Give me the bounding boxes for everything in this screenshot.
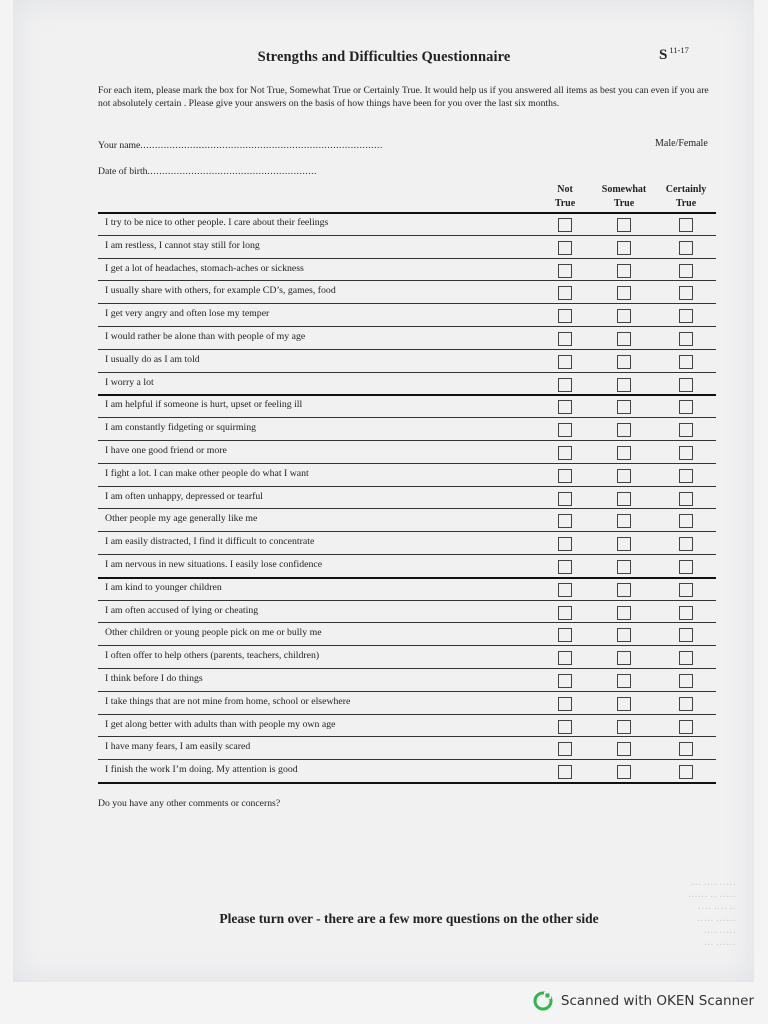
checkbox-not-true[interactable] xyxy=(558,628,572,642)
item-text: I have one good friend or more xyxy=(105,445,227,456)
item-text: I get very angry and often lose my temper xyxy=(105,308,270,320)
checkbox-not-true[interactable] xyxy=(558,720,572,734)
questionnaire-item-row xyxy=(98,578,716,601)
checkbox-somewhat-true[interactable] xyxy=(617,332,631,346)
item-text: I am kind to younger children xyxy=(105,581,222,593)
checkbox-somewhat-true[interactable] xyxy=(617,286,631,300)
checkbox-somewhat-true[interactable] xyxy=(617,514,631,528)
item-text: Other children or young people pick on me or bully me xyxy=(105,627,322,639)
item-text: I usually do as I am told xyxy=(105,353,200,365)
checkbox-not-true[interactable] xyxy=(558,697,572,711)
checkbox-not-true[interactable] xyxy=(558,742,572,756)
checkbox-certainly-true[interactable] xyxy=(679,742,693,756)
checkbox-not-true[interactable] xyxy=(558,765,572,779)
checkbox-somewhat-true[interactable] xyxy=(617,423,631,437)
column-header-2: Certainly True xyxy=(665,184,707,209)
date-of-birth-field[interactable] xyxy=(98,166,317,177)
questionnaire-item-row xyxy=(98,327,716,350)
item-text: I usually share with others, for example CD’s, games, food xyxy=(105,285,336,297)
questionnaire-item-row xyxy=(98,464,716,487)
checkbox-not-true[interactable] xyxy=(558,309,572,323)
checkbox-certainly-true[interactable] xyxy=(679,378,693,392)
checkbox-somewhat-true[interactable] xyxy=(617,742,631,756)
checkbox-not-true[interactable] xyxy=(558,218,572,232)
checkbox-certainly-true[interactable] xyxy=(679,218,693,232)
item-text: I think before I do things xyxy=(105,673,203,684)
item-text: I get a lot of headaches, stomach-aches or sickness xyxy=(105,262,304,274)
checkbox-not-true[interactable] xyxy=(558,332,572,346)
checkbox-somewhat-true[interactable] xyxy=(617,560,631,574)
item-text: I have many fears, I am easily scared xyxy=(105,741,251,753)
item-text: I worry a lot xyxy=(105,376,154,388)
checkbox-not-true[interactable] xyxy=(558,514,572,528)
checkbox-not-true[interactable] xyxy=(558,241,572,255)
questionnaire-item-row xyxy=(98,646,716,669)
oken-scanner-logo-icon xyxy=(533,991,553,1011)
questionnaire-item-row xyxy=(98,395,716,418)
questionnaire-item-row xyxy=(98,441,716,464)
checkbox-certainly-true[interactable] xyxy=(679,560,693,574)
checkbox-certainly-true[interactable] xyxy=(679,651,693,665)
turn-over-note: Please turn over - there are a few more questions on the other side xyxy=(219,911,599,926)
section-divider xyxy=(98,782,716,784)
checkbox-somewhat-true[interactable] xyxy=(617,469,631,483)
checkbox-somewhat-true[interactable] xyxy=(617,264,631,278)
bleed-through-text: ····· ···· ··· ····· ·· ······ ·· ···· ···· ······ ····· ····· ···· ······ ··· xyxy=(687,880,736,951)
checkbox-somewhat-true[interactable] xyxy=(617,651,631,665)
checkbox-certainly-true[interactable] xyxy=(679,697,693,711)
comments-question: Do you have any other comments or concerns? xyxy=(98,798,281,809)
checkbox-not-true[interactable] xyxy=(558,537,572,551)
checkbox-certainly-true[interactable] xyxy=(679,583,693,597)
checkbox-somewhat-true[interactable] xyxy=(617,241,631,255)
item-text: I finish the work I’m doing. My attention is good xyxy=(105,764,298,776)
questionnaire-item-row xyxy=(98,509,716,532)
questionnaire-item-row xyxy=(98,601,716,624)
item-text: Other people my age generally like me xyxy=(105,513,258,525)
item-text: I fight a lot. I can make other people do what I want xyxy=(105,467,309,479)
checkbox-certainly-true[interactable] xyxy=(679,241,693,255)
questionnaire-item-row xyxy=(98,213,716,236)
questionnaire-item-row xyxy=(98,555,716,578)
checkbox-somewhat-true[interactable] xyxy=(617,765,631,779)
questionnaire-item-row xyxy=(98,669,716,692)
scanner-text: Scanned with OKEN Scanner xyxy=(560,993,754,1009)
checkbox-certainly-true[interactable] xyxy=(679,674,693,688)
checkbox-certainly-true[interactable] xyxy=(679,537,693,551)
checkbox-certainly-true[interactable] xyxy=(679,514,693,528)
instructions: For each item, please mark the box for Not True, Somewhat True or Certainly True. It would help us if you answered all items as best you can even if you are not absolutely certain . Please give your answers on the basis of how things have been for you over the last six months. xyxy=(98,85,709,109)
checkbox-somewhat-true[interactable] xyxy=(617,446,631,460)
checkbox-somewhat-true[interactable] xyxy=(617,697,631,711)
item-text: I am easily distracted, I find it difficult to concentrate xyxy=(105,536,315,548)
checkbox-certainly-true[interactable] xyxy=(679,720,693,734)
checkbox-somewhat-true[interactable] xyxy=(617,218,631,232)
checkbox-not-true[interactable] xyxy=(558,560,572,574)
checkbox-certainly-true[interactable] xyxy=(679,628,693,642)
checkbox-not-true[interactable] xyxy=(558,378,572,392)
checkbox-not-true[interactable] xyxy=(558,400,572,414)
checkbox-not-true[interactable] xyxy=(558,492,572,506)
name-entry-line[interactable]: ................................................................................... xyxy=(140,140,383,151)
form-code-letter: S xyxy=(659,47,668,63)
checkbox-somewhat-true[interactable] xyxy=(617,378,631,392)
item-text: I am helpful if someone is hurt, upset or feeling ill xyxy=(105,399,303,411)
questionnaire-item-row xyxy=(98,259,716,282)
item-text: I am restless, I cannot stay still for long xyxy=(105,239,260,251)
checkbox-certainly-true[interactable] xyxy=(679,492,693,506)
checkbox-not-true[interactable] xyxy=(558,446,572,460)
checkbox-certainly-true[interactable] xyxy=(679,423,693,437)
item-text: I am constantly fidgeting or squirming xyxy=(105,422,257,434)
checkbox-somewhat-true[interactable] xyxy=(617,537,631,551)
checkbox-certainly-true[interactable] xyxy=(679,606,693,620)
checkbox-certainly-true[interactable] xyxy=(679,332,693,346)
form-code xyxy=(659,45,689,64)
questionnaire-item-row xyxy=(98,715,716,738)
column-header-0: Not True xyxy=(554,184,576,209)
questionnaire-item-row xyxy=(98,532,716,555)
checkbox-certainly-true[interactable] xyxy=(679,355,693,369)
item-text: I would rather be alone than with people of my age xyxy=(105,331,306,342)
gender-option[interactable]: Male/Female xyxy=(655,138,708,149)
questionnaire-item-row xyxy=(98,304,716,327)
checkbox-certainly-true[interactable] xyxy=(679,400,693,414)
form-code-age-range: 11-17 xyxy=(669,45,689,55)
checkbox-not-true[interactable] xyxy=(558,286,572,300)
item-text: I take things that are not mine from home, school or elsewhere xyxy=(105,695,351,707)
checkbox-not-true[interactable] xyxy=(558,355,572,369)
checkbox-not-true[interactable] xyxy=(558,469,572,483)
checkbox-somewhat-true[interactable] xyxy=(617,355,631,369)
checkbox-somewhat-true[interactable] xyxy=(617,583,631,597)
questionnaire-item-row xyxy=(98,236,716,259)
checkbox-not-true[interactable] xyxy=(558,606,572,620)
item-text: I try to be nice to other people. I care about their feelings xyxy=(105,217,329,228)
questionnaire-item-row xyxy=(98,692,716,715)
questionnaire-item-row xyxy=(98,350,716,373)
questionnaire-item-row xyxy=(98,760,716,783)
checkbox-not-true[interactable] xyxy=(558,674,572,688)
checkbox-somewhat-true[interactable] xyxy=(617,628,631,642)
checkbox-somewhat-true[interactable] xyxy=(617,606,631,620)
checkbox-certainly-true[interactable] xyxy=(679,765,693,779)
questionnaire-item-row xyxy=(98,623,716,646)
questionnaire-item-row xyxy=(98,418,716,441)
page-title: Strengths and Difficulties Questionnaire xyxy=(257,49,511,65)
your-name-label: Your name xyxy=(98,140,141,151)
checkbox-not-true[interactable] xyxy=(558,423,572,437)
item-text: I am often accused of lying or cheating xyxy=(105,604,259,616)
checkbox-certainly-true[interactable] xyxy=(679,309,693,323)
checkbox-somewhat-true[interactable] xyxy=(617,400,631,414)
checkbox-certainly-true[interactable] xyxy=(679,264,693,278)
questionnaire-item-row xyxy=(98,373,716,396)
checkbox-somewhat-true[interactable] xyxy=(617,492,631,506)
dob-entry-line[interactable]: .......................................................... xyxy=(147,166,317,177)
checkbox-not-true[interactable] xyxy=(558,651,572,665)
item-text: I often offer to help others (parents, teachers, children) xyxy=(105,650,320,662)
checkbox-certainly-true[interactable] xyxy=(679,446,693,460)
questionnaire-item-row xyxy=(98,737,716,760)
item-text: I am often unhappy, depressed or tearful xyxy=(105,490,263,502)
column-header-1: Somewhat True xyxy=(601,184,647,209)
scanner-footer xyxy=(533,991,754,1011)
checkbox-somewhat-true[interactable] xyxy=(617,674,631,688)
checkbox-certainly-true[interactable] xyxy=(679,469,693,483)
checkbox-somewhat-true[interactable] xyxy=(617,309,631,323)
date-of-birth-label: Date of birth xyxy=(98,166,148,177)
checkbox-not-true[interactable] xyxy=(558,264,572,278)
checkbox-somewhat-true[interactable] xyxy=(617,720,631,734)
checkbox-certainly-true[interactable] xyxy=(679,286,693,300)
item-text: I am nervous in new situations. I easily lose confidence xyxy=(105,559,323,570)
checkbox-not-true[interactable] xyxy=(558,583,572,597)
item-text: I get along better with adults than with people my own age xyxy=(105,718,336,730)
your-name-field[interactable] xyxy=(98,140,383,151)
questionnaire-item-row xyxy=(98,487,716,510)
questionnaire-item-row xyxy=(98,281,716,304)
